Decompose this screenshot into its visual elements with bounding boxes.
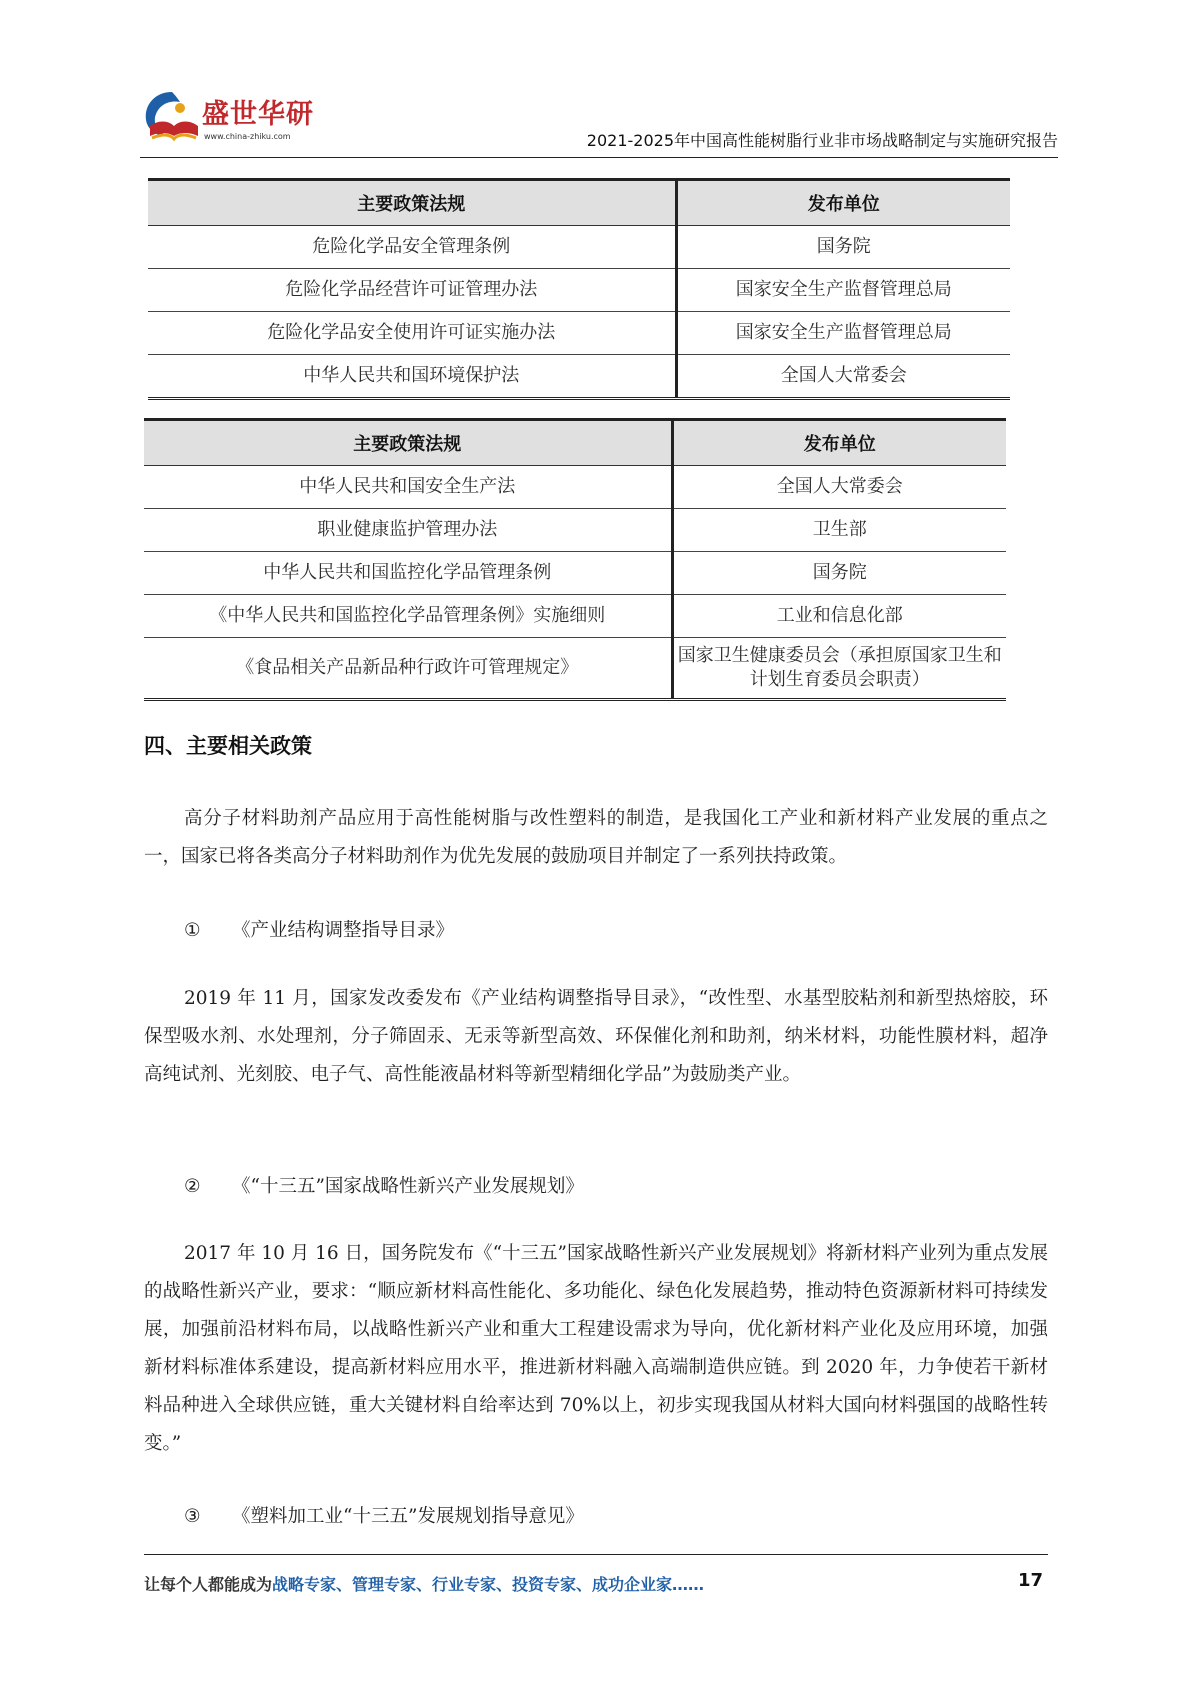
policy-item-title — [184, 1498, 584, 1536]
column-header-policy: 主要政策法规 — [148, 180, 676, 226]
policy-cell: 中华人民共和国监控化学品管理条例 — [144, 552, 672, 595]
policy-cell: 危险化学品经营许可证管理办法 — [148, 269, 676, 312]
table-row — [144, 595, 1006, 638]
column-header-policy: 主要政策法规 — [144, 420, 672, 466]
issuer-cell: 国务院 — [672, 552, 1006, 595]
table-row — [144, 638, 1006, 700]
policy-cell: 《食品相关产品新品种行政许可管理规定》 — [144, 638, 672, 700]
item-number: ③ — [184, 1506, 201, 1527]
policy-item-paragraph: 2017 年 10 月 16 日，国务院发布《“十三五”国家战略性新兴产业发展规划》将新材料产业列为重点发展的战略性新兴产业，要求：“顺应新材料高性能化、多功能化、绿色化发展趋势，推动特色资源新材料可持续发展，加强前沿材料布局，以战略性新兴产业和重大工程建设需求为导向，优化新材料产业化及应用环境，加强新材料标准体系建设，提高新材料应用水平，推进新材料融入高端制造供应链。到 2020 年，力争使若干新材料品种进入全球供应链，重大关键材料自给率达到 70%以上，初步实现我国从材料大国向材料强国的战略性转变。” — [144, 1243, 1048, 1454]
policy-cell: 危险化学品安全使用许可证实施办法 — [148, 312, 676, 355]
item-title-text: 《“十三五”国家战略性新兴产业发展规划》 — [232, 1176, 584, 1197]
report-title: 2021-2025年中国高性能树脂行业非市场战略制定与实施研究报告 — [586, 131, 1058, 150]
policy-cell: 中华人民共和国安全生产法 — [144, 466, 672, 509]
policy-table-2 — [144, 418, 1006, 701]
issuer-cell: 国家安全生产监督管理总局 — [676, 269, 1010, 312]
column-header-issuer: 发布单位 — [672, 420, 1006, 466]
footer-slogan — [144, 1572, 704, 1595]
issuer-cell: 国家卫生健康委员会（承担原国家卫生和计划生育委员会职责） — [672, 638, 1006, 700]
table-row — [148, 269, 1010, 312]
table-row — [144, 509, 1006, 552]
policy-table-1 — [148, 178, 1010, 400]
item-title-text: 《塑料加工业“十三五”发展规划指导意见》 — [232, 1506, 584, 1527]
item-number: ② — [184, 1176, 201, 1197]
logo-url: www.china-zhiku.com — [204, 132, 291, 141]
page-number: 17 — [1017, 1570, 1043, 1591]
policy-cell: 中华人民共和国环境保护法 — [148, 355, 676, 399]
item-number: ① — [184, 920, 201, 941]
logo-emblem-icon — [140, 86, 204, 146]
issuer-cell: 国务院 — [676, 226, 1010, 269]
table-row — [148, 226, 1010, 269]
issuer-cell: 国家安全生产监督管理总局 — [676, 312, 1010, 355]
policy-item-paragraph: 2019 年 11 月，国家发改委发布《产业结构调整指导目录》，“改性型、水基型胶粘剂和新型热熔胶，环保型吸水剂、水处理剂，分子筛固汞、无汞等新型高效、环保催化剂和助剂，纳米材料，功能性膜材料，超净高纯试剂、光刻胶、电子气、高性能液晶材料等新型精细化学品”为鼓励类产业。 — [144, 988, 1048, 1085]
section-heading: 四、主要相关政策 — [144, 734, 312, 758]
policy-cell: 《中华人民共和国监控化学品管理条例》实施细则 — [144, 595, 672, 638]
table-row — [144, 466, 1006, 509]
policy-cell: 职业健康监护管理办法 — [144, 509, 672, 552]
footer-divider — [144, 1554, 1048, 1555]
table-header-row — [148, 180, 1010, 226]
table-row — [144, 552, 1006, 595]
issuer-cell: 工业和信息化部 — [672, 595, 1006, 638]
item-title-text: 《产业结构调整指导目录》 — [232, 920, 455, 941]
intro-paragraph: 高分子材料助剂产品应用于高性能树脂与改性塑料的制造，是我国化工产业和新材料产业发展的重点之一，国家已将各类高分子材料助剂作为优先发展的鼓励项目并制定了一系列扶持政策。 — [144, 808, 1048, 867]
table-header-row — [144, 420, 1006, 466]
company-logo — [140, 86, 314, 150]
policy-cell: 危险化学品安全管理条例 — [148, 226, 676, 269]
header-divider — [140, 157, 1058, 158]
policy-item-title — [184, 912, 454, 950]
logo-name: 盛世华研 — [202, 99, 314, 130]
issuer-cell: 卫生部 — [672, 509, 1006, 552]
table-row — [148, 355, 1010, 399]
table-row — [148, 312, 1010, 355]
slogan-highlight: 战略专家、管理专家、行业专家、投资专家、成功企业家…… — [272, 1575, 705, 1594]
issuer-cell: 全国人大常委会 — [676, 355, 1010, 399]
page-header — [140, 78, 1058, 158]
column-header-issuer: 发布单位 — [676, 180, 1010, 226]
policy-item-title — [184, 1168, 584, 1206]
slogan-prefix: 让每个人都能成为 — [144, 1575, 273, 1594]
issuer-cell: 全国人大常委会 — [672, 466, 1006, 509]
